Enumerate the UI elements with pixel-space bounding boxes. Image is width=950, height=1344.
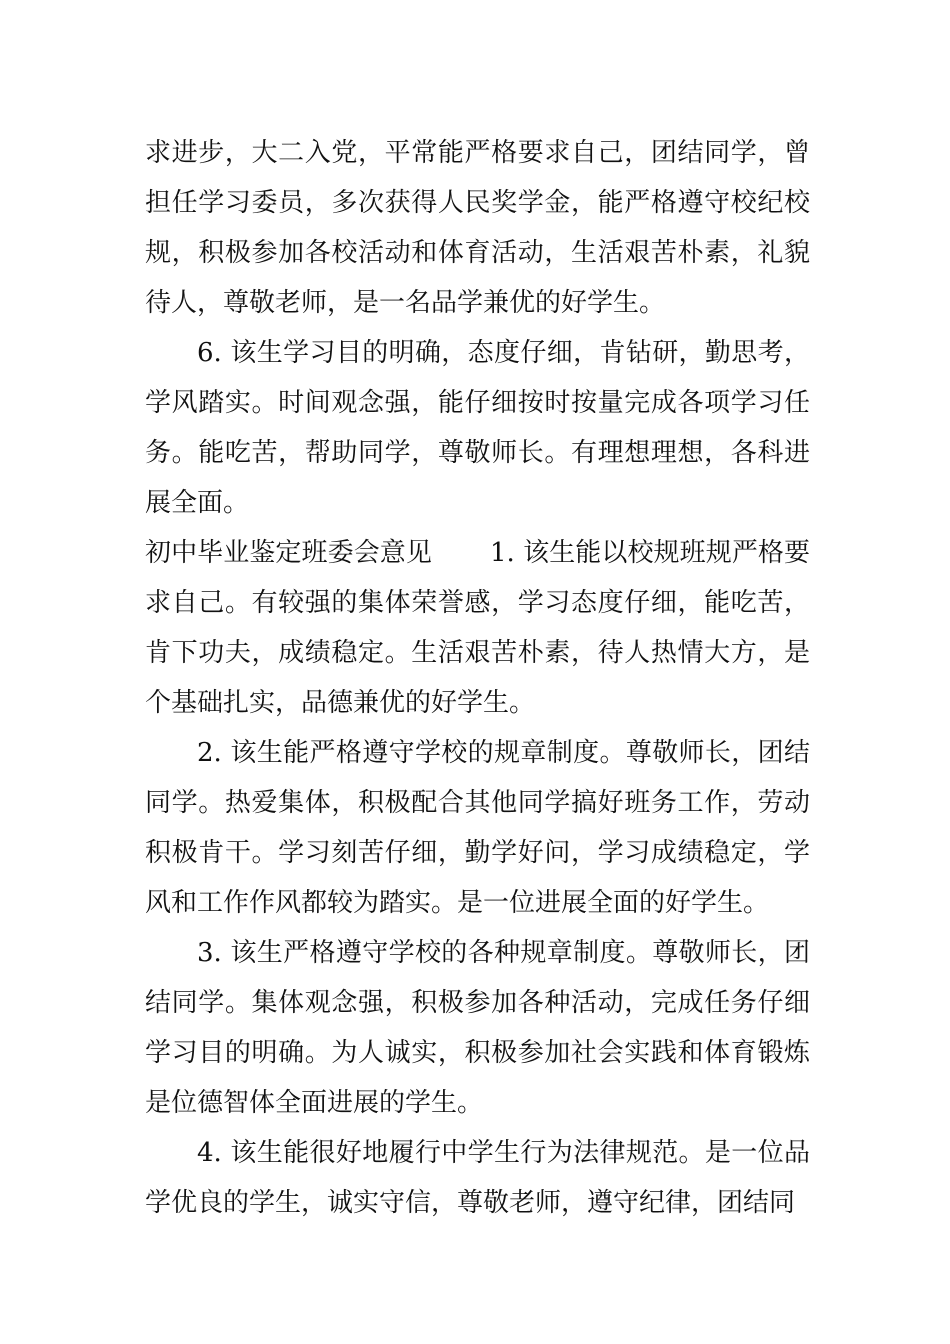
paragraph-item-6: 6. 该生学习目的明确，态度仔细，肯钻研，勤思考，学风踏实。时间观念强，能仔细按时按量完成各项学习任务。能吃苦，帮助同学，尊敬师长。有理想理想，各科进展全面。	[145, 338, 810, 518]
paragraph-continued: 求进步，大二入党，平常能严格要求自己，团结同学，曾担任学习委员，多次获得人民奖学金，能严格遵守校纪校规，积极参加各校活动和体育活动，生活艰苦朴素，礼貌待人，尊敬老师，是一名品学兼优的好学生。	[145, 138, 810, 318]
document-body	[145, 128, 810, 1228]
section-heading: 初中毕业鉴定班委会意见	[145, 538, 432, 568]
paragraph-item-2: 2. 该生能严格遵守学校的规章制度。尊敬师长，团结同学。热爱集体，积极配合其他同学搞好班务工作，劳动积极肯干。学习刻苦仔细，勤学好问，学习成绩稳定，学风和工作作风都较为踏实。是一位进展全面的好学生。	[145, 738, 810, 918]
paragraph-section-start	[145, 528, 810, 728]
paragraph-item-1: 1. 该生能以校规班规严格要求自己。有较强的集体荣誉感，学习态度仔细，能吃苦，肯下功夫，成绩稳定。生活艰苦朴素，待人热情大方，是个基础扎实，品德兼优的好学生。	[145, 538, 810, 718]
paragraph-item-3: 3. 该生严格遵守学校的各种规章制度。尊敬师长，团结同学。集体观念强，积极参加各种活动，完成任务仔细学习目的明确。为人诚实，积极参加社会实践和体育锻炼是位德智体全面进展的学生。	[145, 938, 810, 1118]
paragraph-item-4: 4. 该生能很好地履行中学生行为法律规范。是一位品学优良的学生，诚实守信，尊敬老师，遵守纪律，团结同	[145, 1138, 810, 1218]
